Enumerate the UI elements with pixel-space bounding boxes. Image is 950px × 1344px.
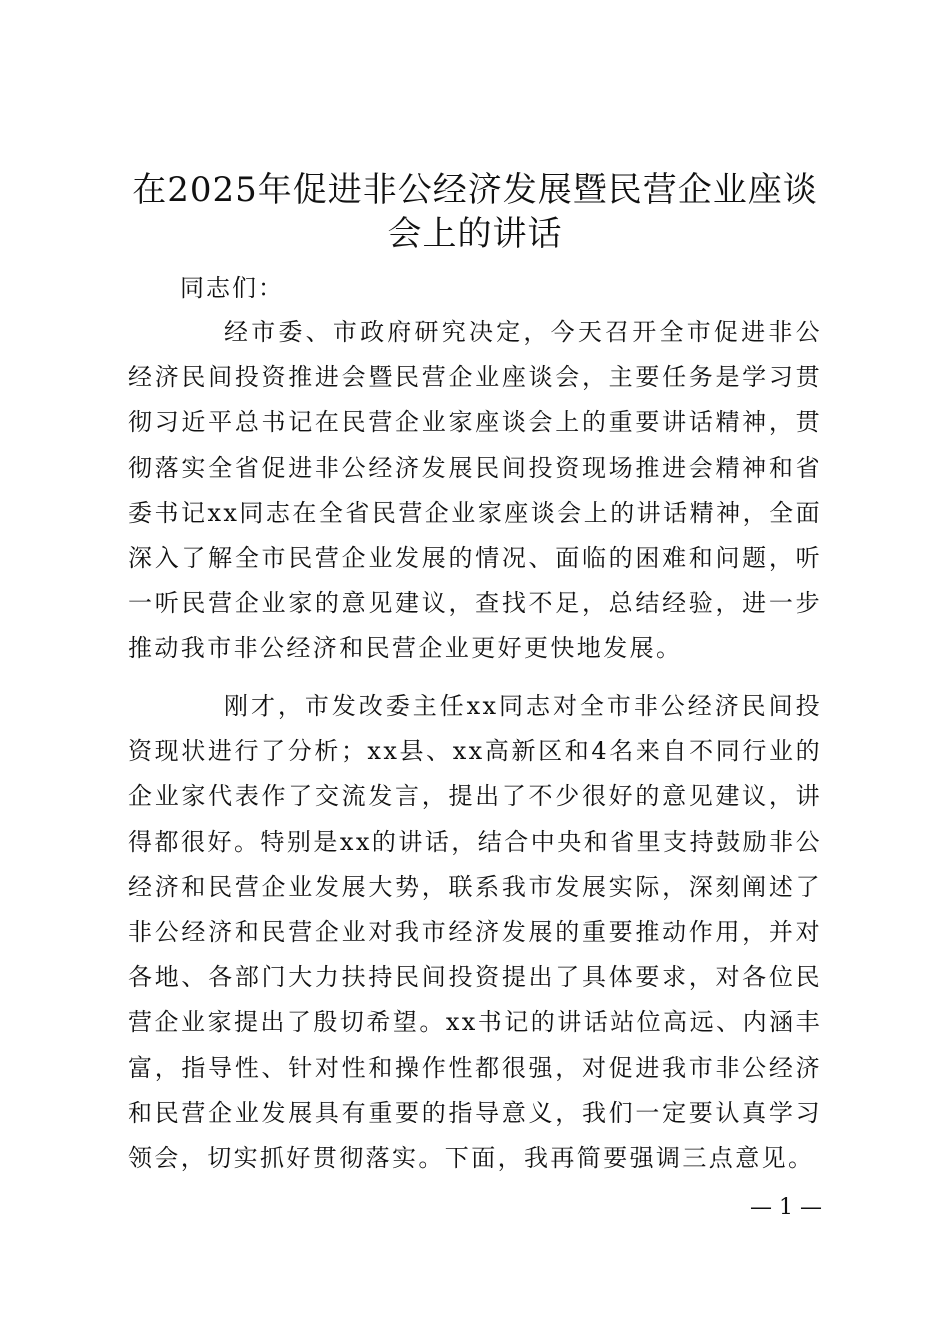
page-number: — 1 — — [750, 1195, 822, 1220]
document-title: 在2025年促进非公经济发展暨民营企业座谈会上的讲话 — [132, 170, 818, 254]
paragraph-1: 经市委、市政府研究决定，今天召开全市促进非公经济民间投资推进会暨民营企业座谈会，主要任务是学习贯彻习近平总书记在民营企业家座谈会上的重要讲话精神，贯彻落实全省促进非公经济发展民间投资现场推进会精神和省委书记xx同志在全省民营企业家座谈会上的讲话精神，全面深入了解全市民营企业发展的情况、面临的困难和问题，听一听民营企业家的意见建议，查找不足，总结经验，进一步推动我市非公经济和民营企业更好更快地发展。 — [128, 318, 822, 663]
salutation: 同志们： — [180, 274, 284, 302]
paragraph-2: 刚才，市发改委主任xx同志对全市非公经济民间投资现状进行了分析；xx县、xx高新区和4名来自不同行业的企业家代表作了交流发言，提出了不少很好的意见建议，讲得都很好。特别是xx的讲话，结合中央和省里支持鼓励非公经济和民营企业发展大势，联系我市发展实际，深刻阐述了非公经济和民营企业对我市经济发展的重要推动作用，并对各地、各部门大力扶持民间投资提出了具体要求，对各位民营企业家提出了殷切希望。xx书记的讲话站位高远、内涵丰富，指导性、针对性和操作性都很强，对促进我市非公经济和民营企业发展具有重要的指导意义，我们一定要认真学习领会，切实抓好贯彻落实。下面，我再简要强调三点意见。 — [128, 692, 822, 1173]
